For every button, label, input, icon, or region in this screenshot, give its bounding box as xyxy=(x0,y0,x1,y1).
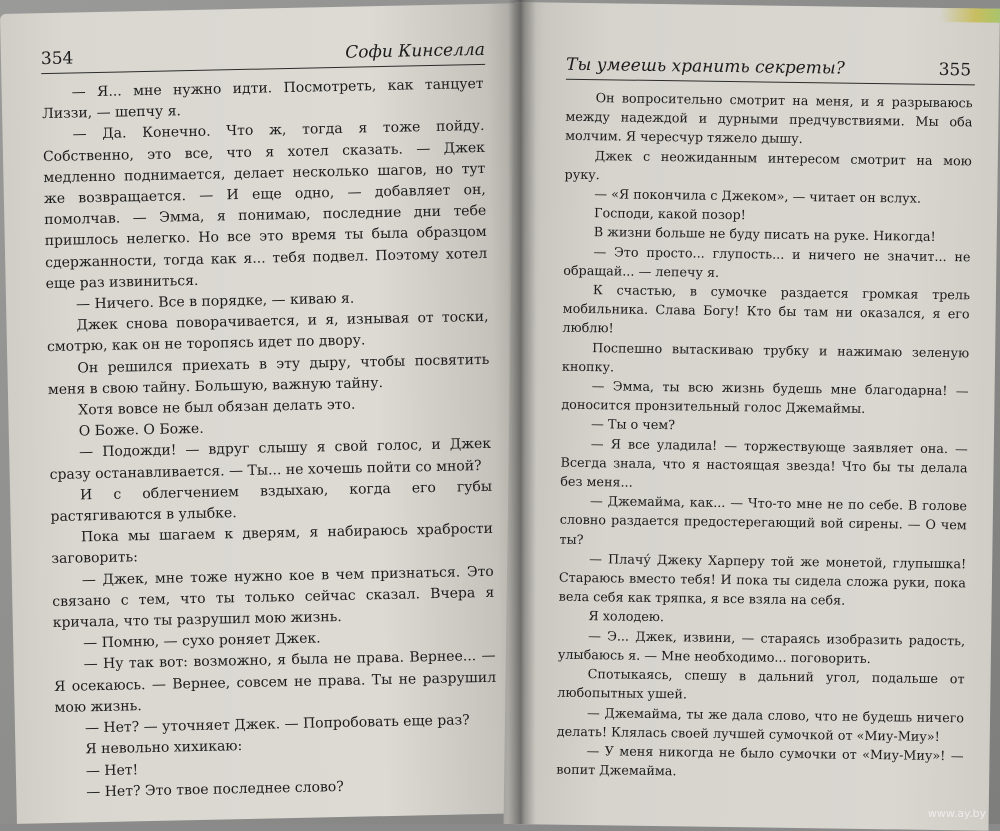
paragraph: — Нет! xyxy=(85,761,139,779)
paragraph: Он решился приехать в эту дыру, чтобы посвятить меня в свою тайну. Большую, важную тайну. xyxy=(47,351,490,398)
paragraph: — Я... мне нужно идти. Посмотреть, как танцует Лиззи, — шепчу я. xyxy=(41,75,484,123)
paragraph: — Ну так вот: возможно, я была не права. Вернее... — Я осекаюсь. — Вернее, совсем не права. Ты не разрушил мою жизнь. xyxy=(53,648,497,716)
paragraph: — Джемайма, как... — Что-то мне не по себе. В голове словно раздается предостерегающий вой сирены. — О чем ты? xyxy=(559,494,968,548)
paragraph: — Э... Джек, извини, — стараясь изобразить радость, улыбаюсь я. — Мне необходимо... поговорить. xyxy=(557,628,966,667)
paragraph: Я холодею. xyxy=(588,609,665,626)
paragraph: — Нет? — уточняет Джек. — Попробовать еще раз? xyxy=(84,712,470,737)
paragraph: — Нет? Это твое последнее слово? xyxy=(86,778,344,801)
left-page xyxy=(0,3,545,824)
paragraph: Поспешно вытаскиваю трубку и нажимаю зеленую кнопку. xyxy=(561,340,970,376)
left-page-text xyxy=(41,74,498,804)
paragraph: — Плачу́ Джеку Харперу той же монетой, глупышка! Стараюсь вместо тебя! И пока ты сидела сложа руки, пока вела себя как тряпка, я все взяла на себя. xyxy=(558,551,967,609)
paragraph: Джек снова поворачивается, и я, изнывая от тоски, смотрю, как он не торопясь идет по двору. xyxy=(46,309,489,356)
watermark: www.ay.by xyxy=(927,807,986,820)
running-title: Ты умеешь хранить секреты? xyxy=(565,54,845,79)
paragraph: Я невольно хихикаю: xyxy=(85,738,243,758)
paragraph: — Ничего. Все в порядке, — киваю я. xyxy=(75,290,355,313)
right-page xyxy=(504,2,1000,831)
paragraph: — Джек, мне тоже нужно кое в чем признаться. Это связано с тем, что ты только сейчас сказал. Вчера я кричала, что ты разрушил мою жизнь. xyxy=(52,563,495,632)
paragraph: — Эмма, ты всю жизнь будешь мне благодарна! — доносится пронзительный голос Джемаймы. xyxy=(561,379,969,418)
paragraph: К счастью, в сумочке раздается громкая трель мобильника. Слава Богу! Кто бы там ни оказался, я его люблю! xyxy=(562,283,971,337)
paragraph: Пока мы шагаем к дверям, я набираюсь храбрости заговорить: xyxy=(51,521,494,568)
paragraph: — Ты о чем? xyxy=(590,417,676,434)
paragraph: — «Я покончила с Джеком», — читает он вслух. xyxy=(594,187,922,207)
paragraph: Спотыкаясь, спешу в дальний угол, подальше от любопытных ушей. xyxy=(557,667,965,703)
paragraph: Джек с неожиданным интересом смотрит на мою руку. xyxy=(564,148,972,184)
paragraph: Он вопросительно смотрит на меня, и я разрываюсь между надеждой и дурными предчувствиями. Мы оба молчим. Я чересчур тяжело дышу. xyxy=(565,91,973,148)
page-number: 355 xyxy=(938,59,972,81)
paragraph: — Это просто... глупость... и ничего не значит... не обращай... — лепечу я. xyxy=(563,244,971,281)
paragraph: — Подожди! — вдруг слышу я свой голос, и Джек сразу останавливается. — Ты... не хочешь пойти со мной? xyxy=(49,436,492,483)
paragraph: — Да. Конечно. Что ж, тогда я тоже пойду. Собственно, это все, что я хотел сказать. — Джек медленно поднимается, делает несколько шагов, но тут же возвращается. — И еще одно, — добавляет он, помолчав. — Эмма, я понимаю, последние дни тебе пришлось нелегко. Но все это время ты была образцом сдержанности, тогда как я... тебя подвел. Поэтому хотел еще раз извиниться. xyxy=(42,118,488,292)
paragraph: В жизни больше не буду писать на руке. Никогда! xyxy=(593,225,936,246)
paragraph: Господи, какой позор! xyxy=(593,206,746,224)
paragraph: Хотя вовсе не был обязан делать это. xyxy=(78,396,356,419)
right-page-header xyxy=(566,49,975,86)
left-page-header xyxy=(41,34,486,74)
paragraph: — Помню, — сухо роняет Джек. xyxy=(83,630,321,652)
paragraph: — У меня никогда не было сумочки от «Миу-Миу»! — вопит Джемайма. xyxy=(556,743,964,780)
right-page-text xyxy=(556,89,973,786)
paragraph: О Боже. О Боже. xyxy=(78,421,204,440)
leaf-edge xyxy=(940,8,1000,23)
paragraph: — Джемайма, ты же дала слово, что не будешь ничего делать! Клялась своей лучшей сумочкой от «Миу-Миу»! xyxy=(556,705,965,745)
paragraph: И с облегчением вздыхаю, когда его губы растягиваются в улыбке. xyxy=(50,478,493,526)
running-title: Софи Кинселла xyxy=(345,39,486,63)
page-number: 354 xyxy=(40,48,74,70)
paragraph: — Я все уладила! — торжествующе заявляет она. — Всегда знала, что я настоящая звезда! Что бы ты делала без меня... xyxy=(560,436,968,491)
book-gutter-shadow xyxy=(508,0,536,824)
